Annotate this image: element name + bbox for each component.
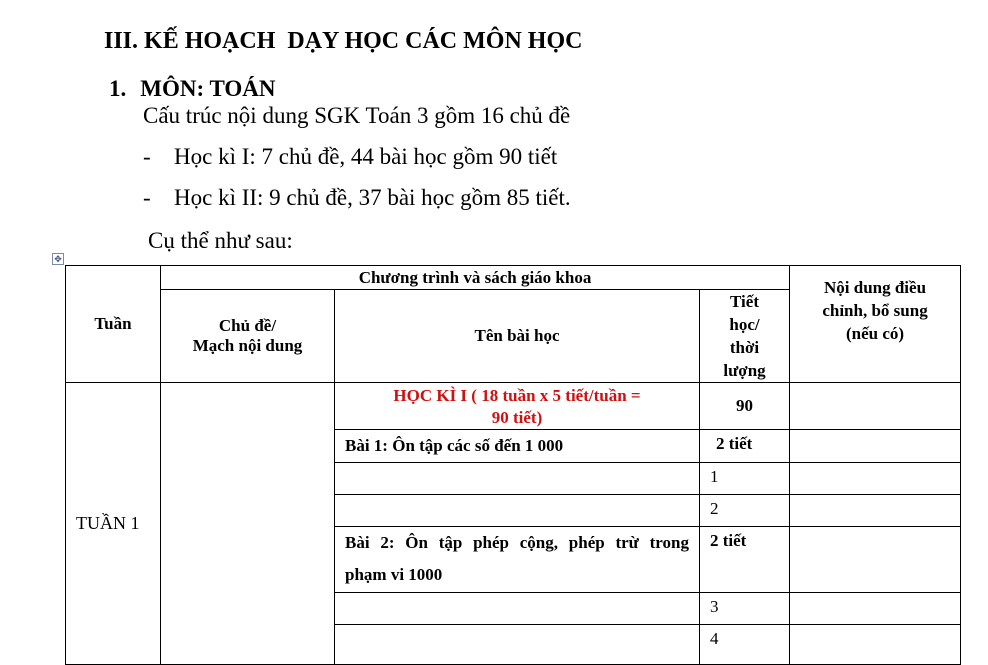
header-topic-line: Chủ đề/: [218, 316, 277, 335]
header-row: [66, 266, 961, 290]
period-number: 2: [700, 495, 790, 527]
subject-number: 1.: [109, 76, 127, 101]
intro-text: Cấu trúc nội dung SGK Toán 3 gồm 16 chủ đề: [143, 103, 571, 128]
period-number: 1: [700, 463, 790, 495]
lesson-title: [335, 593, 700, 625]
lesson-title: [335, 463, 700, 495]
header-periods-line: Tiết: [730, 292, 759, 311]
adjust-cell: [790, 527, 961, 593]
header-adjust-line: Nội dung điều: [823, 278, 927, 297]
header-adjust: [790, 266, 961, 383]
semester-label-line: HỌC KÌ I ( 18 tuần x 5 tiết/tuần =: [393, 386, 641, 405]
bullet-dash: -: [143, 144, 151, 169]
adjust-cell: [790, 383, 961, 430]
header-periods: [700, 290, 790, 383]
lesson-title: [335, 495, 700, 527]
period-number: 3: [700, 593, 790, 625]
bullet-text: Học kì II: 9 chủ đề, 37 bài học gồm 85 tiết.: [174, 185, 571, 210]
header-adjust-line: chỉnh, bổ sung: [822, 301, 928, 320]
topic-cell: [161, 383, 335, 665]
header-periods-line: học/: [729, 315, 760, 334]
header-periods-line: lượng: [723, 361, 766, 380]
bullet-dash: -: [143, 185, 151, 210]
adjust-cell: [790, 495, 961, 527]
semester-label: [335, 383, 700, 430]
detail-text: Cụ thể như sau:: [148, 228, 293, 253]
lesson-periods: 2 tiết: [700, 430, 790, 463]
header-periods-line: thời: [729, 338, 760, 357]
header-program: Chương trình và sách giáo khoa: [161, 266, 790, 290]
section-title: III. KẾ HOẠCH DẠY HỌC CÁC MÔN HỌC: [104, 28, 583, 54]
adjust-cell: [790, 593, 961, 625]
bullet-semester-1: [143, 144, 557, 170]
lesson-title: [335, 625, 700, 665]
bullet-semester-2: [143, 185, 571, 211]
header-week: Tuần: [66, 266, 161, 383]
header-adjust-line: (nếu có): [845, 324, 905, 343]
table-row: [66, 383, 961, 430]
period-number: 4: [700, 625, 790, 665]
subject-title: [109, 76, 276, 102]
adjust-cell: [790, 430, 961, 463]
semester-periods: 90: [700, 383, 790, 430]
week-cell: TUẦN 1: [66, 383, 161, 665]
lesson-title: Bài 1: Ôn tập các số đến 1 000: [335, 430, 700, 463]
header-lesson: Tên bài học: [335, 290, 700, 383]
semester-label-line: 90 tiết): [491, 408, 543, 427]
subject-name: MÔN: TOÁN: [140, 76, 276, 101]
header-topic-line: Mạch nội dung: [192, 336, 303, 355]
header-topic: [161, 290, 335, 383]
teaching-plan-table: [65, 265, 961, 665]
lesson-title: [335, 527, 700, 593]
table-move-handle-icon[interactable]: ✥: [52, 253, 64, 265]
lesson-title-line: Bài 2: Ôn tập phép cộng, phép trừ trong: [345, 533, 689, 552]
adjust-cell: [790, 463, 961, 495]
bullet-text: Học kì I: 7 chủ đề, 44 bài học gồm 90 tiết: [174, 144, 558, 169]
adjust-cell: [790, 625, 961, 665]
lesson-periods: 2 tiết: [700, 527, 790, 593]
lesson-title-line: phạm vi 1000: [345, 565, 443, 584]
